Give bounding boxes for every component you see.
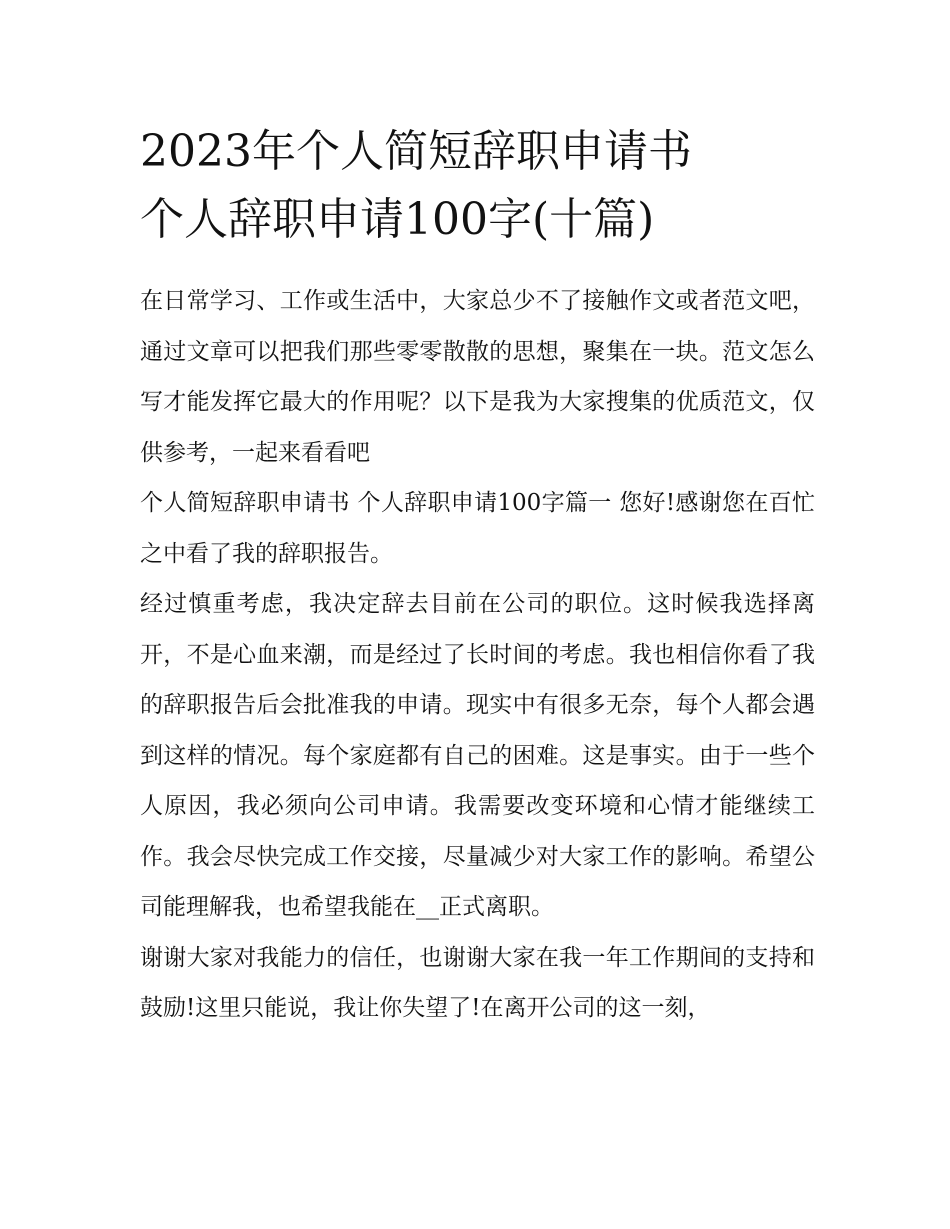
document-content	[140, 118, 815, 1034]
paragraph-thanks: 谢谢大家对我能力的信任，也谢谢大家在我一年工作期间的支持和鼓励!这里只能说，我让你失望了!在离开公司的这一刻，	[140, 944, 815, 1021]
paragraph-intro: 在日常学习、工作或生活中，大家总少不了接触作文或者范文吧，通过文章可以把我们那些零零散散的思想，聚集在一块。范文怎么写才能发挥它最大的作用呢？以下是我为大家搜集的优质范文，仅供参考，一起来看看吧	[140, 288, 815, 466]
title-line-2: 个人辞职申请100字(十篇)	[140, 194, 655, 245]
title-line-1: 2023年个人简短辞职申请书	[140, 126, 692, 177]
document-title	[140, 118, 815, 254]
paragraph-reason: 经过慎重考虑，我决定辞去目前在公司的职位。这时候我选择离开，不是心血来潮，而是经过了长时间的考虑。我也相信你看了我的辞职报告后会批准我的申请。现实中有很多无奈，每个人都会遇到这样的情况。每个家庭都有自己的困难。这是事实。由于一些个人原因，我必须向公司申请。我需要改变环境和心情才能继续工作。我会尽快完成工作交接，尽量减少对大家工作的影响。希望公司能理解我，也希望我能在__正式离职。	[140, 591, 815, 920]
document-body	[140, 276, 815, 1034]
paragraph-greeting: 个人简短辞职申请书 个人辞职申请100字篇一 您好!感谢您在百忙之中看了我的辞职报告。	[140, 490, 815, 567]
